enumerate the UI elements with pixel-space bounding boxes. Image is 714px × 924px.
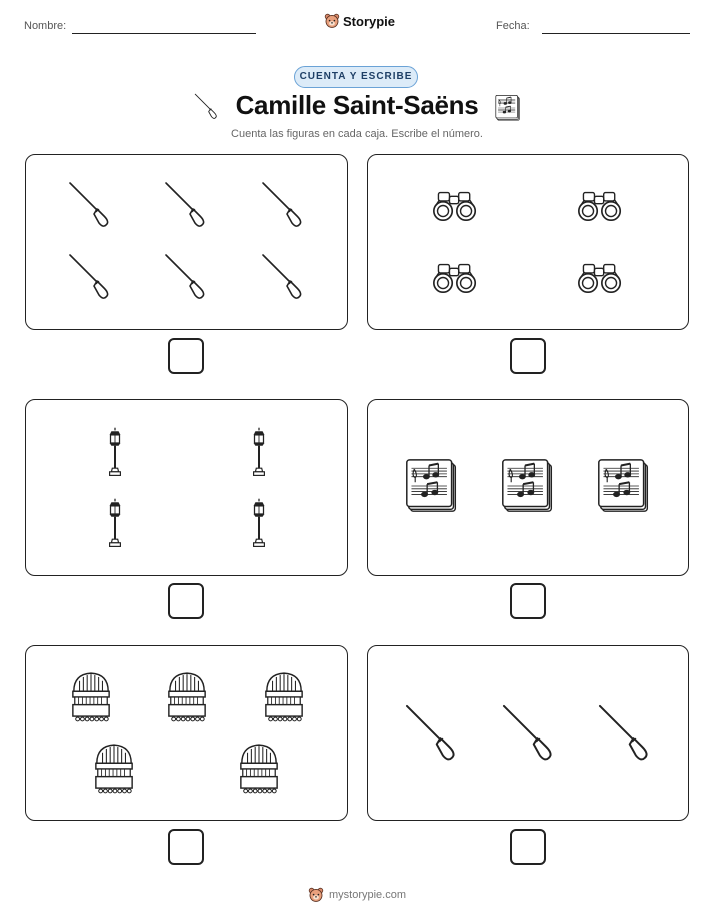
street-lamp-icon [250, 426, 268, 478]
brand-name: Storypie [343, 13, 396, 29]
footer [0, 887, 714, 903]
sheet-music-icon [494, 94, 522, 122]
street-lamp-icon [250, 497, 268, 549]
baton-icon [595, 699, 657, 765]
count-panel-1 [25, 154, 348, 330]
sheet-music-icon [596, 457, 652, 515]
pipe-organ-icon [238, 742, 280, 796]
pipe-organ-icon [263, 670, 305, 724]
count-panel-5 [25, 645, 348, 821]
count-panel-6 [367, 645, 689, 821]
binoculars-icon [577, 259, 623, 296]
answer-box-1[interactable] [168, 338, 204, 374]
street-lamp-icon [106, 426, 124, 478]
answer-box-5[interactable] [168, 829, 204, 865]
count-panel-4 [367, 399, 689, 576]
date-field[interactable] [542, 33, 690, 34]
binoculars-icon [432, 259, 478, 296]
count-panel-2 [367, 154, 689, 330]
bear-icon [308, 887, 324, 903]
name-label: Nombre: [24, 20, 67, 32]
sheet-music-icon [404, 457, 460, 515]
answer-box-3[interactable] [168, 583, 204, 619]
brand-logo [324, 13, 395, 29]
count-panel-3 [25, 399, 348, 576]
baton-icon [162, 251, 212, 301]
pipe-organ-icon [70, 670, 112, 724]
page-title: Camille Saint-Saëns [235, 90, 479, 120]
baton-icon [259, 179, 309, 229]
instructions: Cuenta las figuras en cada caja. Escribe el número. [231, 128, 483, 140]
baton-icon [259, 251, 309, 301]
baton-icon [402, 699, 464, 765]
binoculars-icon [577, 187, 623, 224]
pipe-organ-icon [93, 742, 135, 796]
sheet-music-icon [500, 457, 556, 515]
baton-icon [66, 251, 116, 301]
answer-box-4[interactable] [510, 583, 546, 619]
bear-icon [324, 13, 340, 29]
answer-box-2[interactable] [510, 338, 546, 374]
pipe-organ-icon [166, 670, 208, 724]
answer-box-6[interactable] [510, 829, 546, 865]
street-lamp-icon [106, 497, 124, 549]
binoculars-icon [432, 187, 478, 224]
baton-icon [499, 699, 561, 765]
date-label: Fecha: [496, 20, 530, 32]
activity-tag: CUENTA Y ESCRIBE [294, 66, 418, 88]
footer-url[interactable]: mystorypie.com [328, 889, 407, 901]
baton-icon [162, 179, 212, 229]
baton-icon [66, 179, 116, 229]
name-field[interactable] [72, 33, 256, 34]
